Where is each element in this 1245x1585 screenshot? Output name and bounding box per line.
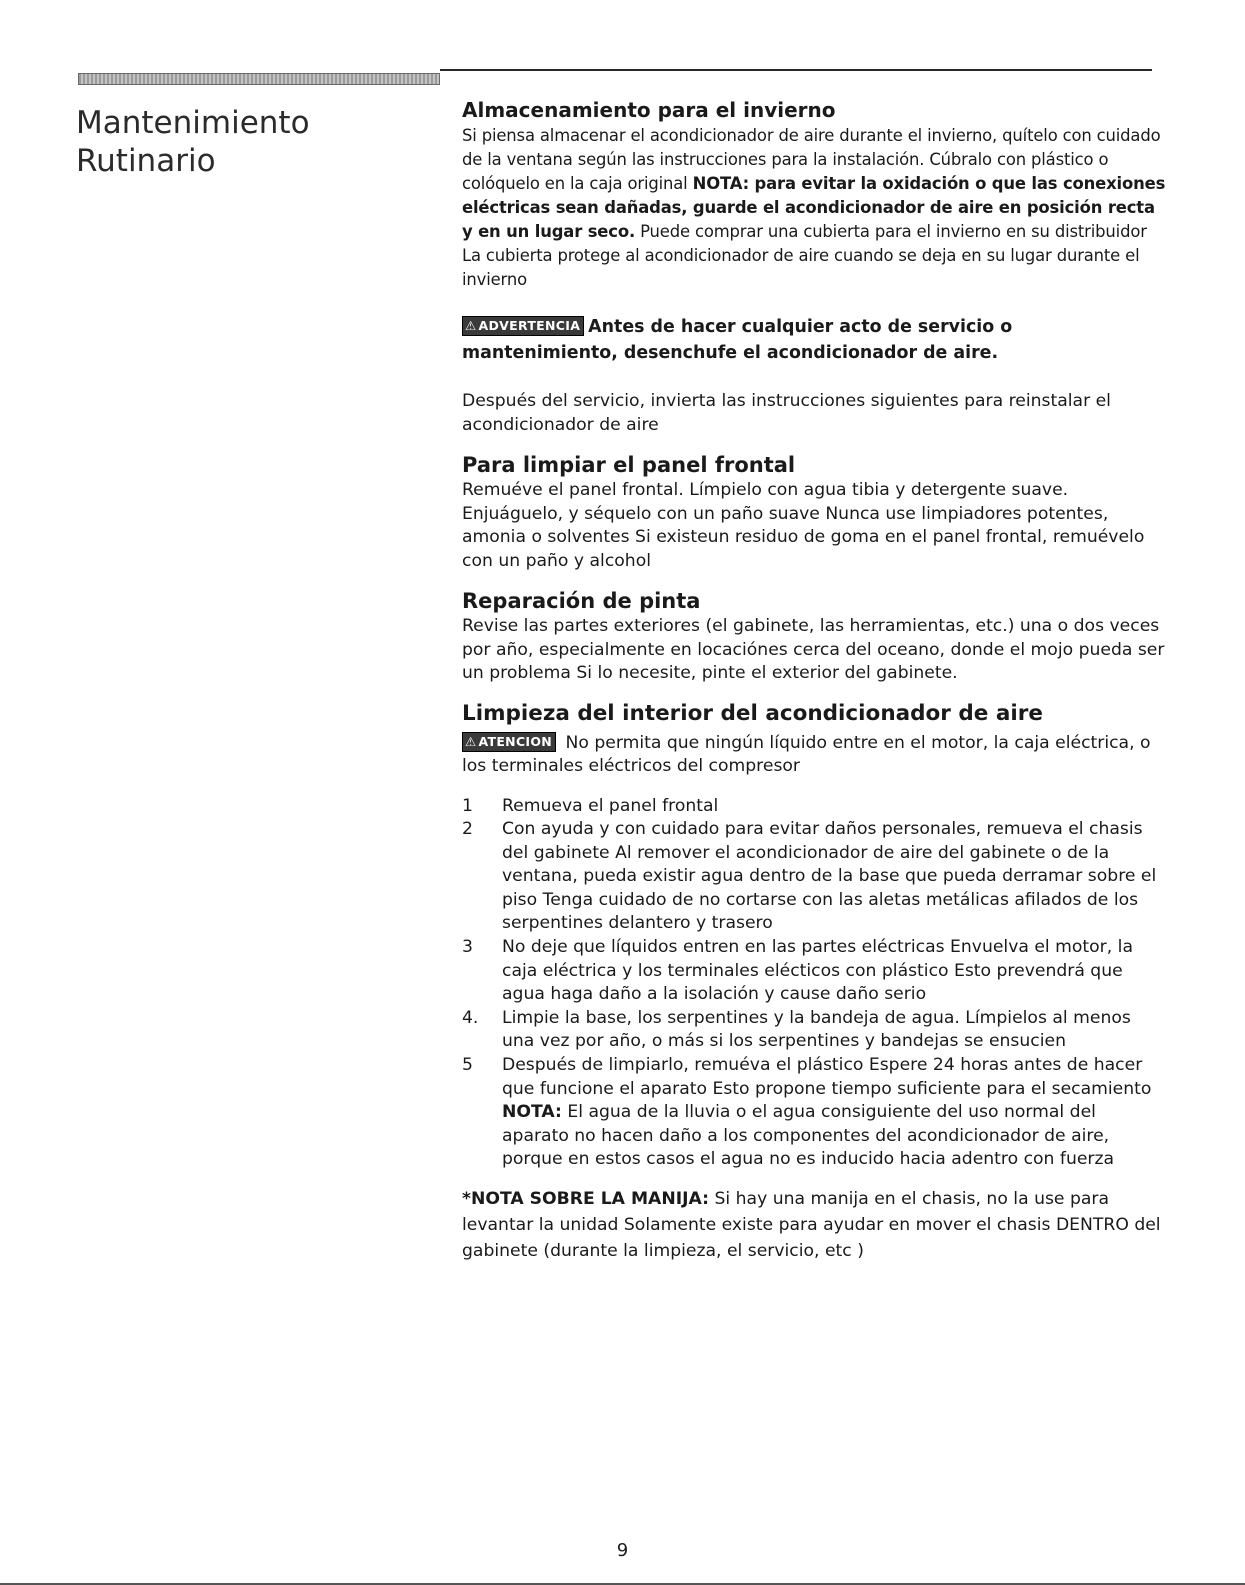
warning-notice (462, 314, 1167, 366)
attention-notice (462, 732, 1167, 779)
clean-front-text: Remuéve el panel frontal. Límpielo con agua tibia y detergente suave. Enjuáguelo, y séquelo con un paño suave Nunca use limpiadores potentes, amonia o solventes Si existeun residuo de goma en el panel frontal, remuévelo con un paño y alcohol (462, 480, 1145, 571)
page-number: 9 (616, 1540, 629, 1561)
after-service-text: Después del servicio, invierta las instrucciones siguientes para reinstalar el acondicionador de aire (462, 391, 1111, 435)
step-5-content (502, 1054, 1167, 1172)
paint-heading: Reparación de pinta (462, 589, 701, 613)
paint-section (462, 587, 1167, 686)
section-title-line1: Mantenimiento (76, 105, 310, 141)
step-text: No deje que líquidos entren en las partes eléctricas Envuelva el motor, la caja eléctrica y los terminales elécticos con plástico Esto prevendrá que agua haga daño a la isolación y cause daño serio (502, 937, 1133, 1005)
winter-storage-section (462, 96, 1167, 292)
step-text: Remueva el panel frontal (502, 795, 719, 816)
handle-note-label: *NOTA SOBRE LA MANIJA: (462, 1189, 710, 1209)
interior-heading: Limpieza del interior del acondicionador de aire (462, 700, 1043, 726)
clean-front-heading: Para limpiar el panel frontal (462, 453, 796, 477)
clean-front-section (462, 451, 1167, 573)
winter-text-2: Puede comprar una cubierta para el invierno en su distribuidor La cubierta protege al acondicionador de aire cuando se deja en su lugar durante el invierno (462, 222, 1147, 289)
winter-text-1: Si piensa almacenar el acondicionador de aire durante el invierno, quítelo con cuidado de la ventana según las instrucciones para la instalación. Cúbralo con plástico o colóquelo en la caja original (462, 126, 1161, 193)
attention-text: No permita que ningún líquido entre en el motor, la caja eléctrica, o los terminales eléctricos del compresor (462, 732, 1151, 776)
step-number: 4. (462, 1007, 479, 1028)
step-number: 1 (462, 795, 473, 816)
attention-badge-label: ATENCION (478, 733, 553, 749)
section-title (76, 104, 310, 180)
step-5-note-label: NOTA: (502, 1102, 562, 1123)
list-item (462, 1054, 1167, 1172)
winter-storage-heading: Almacenamiento para el invierno (462, 98, 836, 122)
step-number: 5 (462, 1055, 473, 1076)
list-item (462, 818, 1167, 936)
list-item (462, 1007, 1167, 1054)
handle-note (462, 1186, 1167, 1264)
header-rule-thick (78, 73, 440, 85)
list-item (462, 795, 1167, 819)
step-5-note-text: El agua de la lluvia o el agua consiguiente del uso normal del aparato no hacen daño a los componentes del acondicionador de aire, porque en estos casos el agua no es inducido hacia adentro con fuerza (502, 1102, 1115, 1170)
step-text: Limpie la base, los serpentines y la bandeja de agua. Límpielos al menos una vez por año, o más si los serpentines y bandejas se ensucien (502, 1007, 1131, 1052)
section-title-line2: Rutinario (76, 143, 216, 179)
main-content (462, 96, 1167, 1264)
winter-storage-text (462, 124, 1167, 292)
winter-note-bold: NOTA: para evitar la oxidación o que las conexiones eléctricas sean dañadas, guarde el acondicionador de aire en posición recta y en un lugar seco. (462, 174, 1166, 241)
header-rule-thin (440, 69, 1152, 71)
warning-badge (462, 316, 584, 336)
attention-badge (462, 732, 556, 752)
cleaning-steps-list (462, 795, 1167, 1173)
list-item (462, 936, 1167, 1007)
handle-note-text: Si hay una manija en el chasis, no la use para levantar la unidad Solamente existe para ayudar en mover el chasis DENTRO del gabinete (durante la limpieza, el servicio, etc ) (462, 1189, 1161, 1261)
step-text: Después de limpiarlo, remuéva el plástico Espere 24 horas antes de hacer que funcione el aparato Esto propone tiempo suficiente para el secamiento (502, 1055, 1152, 1099)
warning-triangle-icon: ⚠ (465, 318, 477, 333)
attention-triangle-icon: ⚠ (465, 733, 477, 749)
step-number: 3 (462, 937, 473, 958)
paint-text: Revise las partes exteriores (el gabinete, las herramientas, etc.) una o dos veces por año, especialmente en locaciónes cerca del oceano, donde el mojo pueda ser un problema Si lo necesite, pinte el exterior del gabinete. (462, 616, 1165, 683)
step-5-note (502, 1101, 1167, 1172)
step-text: Con ayuda y con cuidado para evitar daños personales, remueva el chasis del gabinete Al remover el acondicionador de aire del gabinete o de la ventana, pueda existir agua dentro de la base que pueda derramar sobre el piso Tenga cuidado de no cortarse con las aletas metálicas afilados de los serpentines delantero y trasero (502, 819, 1157, 934)
interior-cleaning-section (462, 700, 1167, 1173)
warning-text: Antes de hacer cualquier acto de servicio o mantenimiento, desenchufe el acondicionador de aire. (462, 317, 1013, 363)
warning-badge-label: ADVERTENCIA (478, 318, 581, 333)
step-number: 2 (462, 819, 473, 840)
